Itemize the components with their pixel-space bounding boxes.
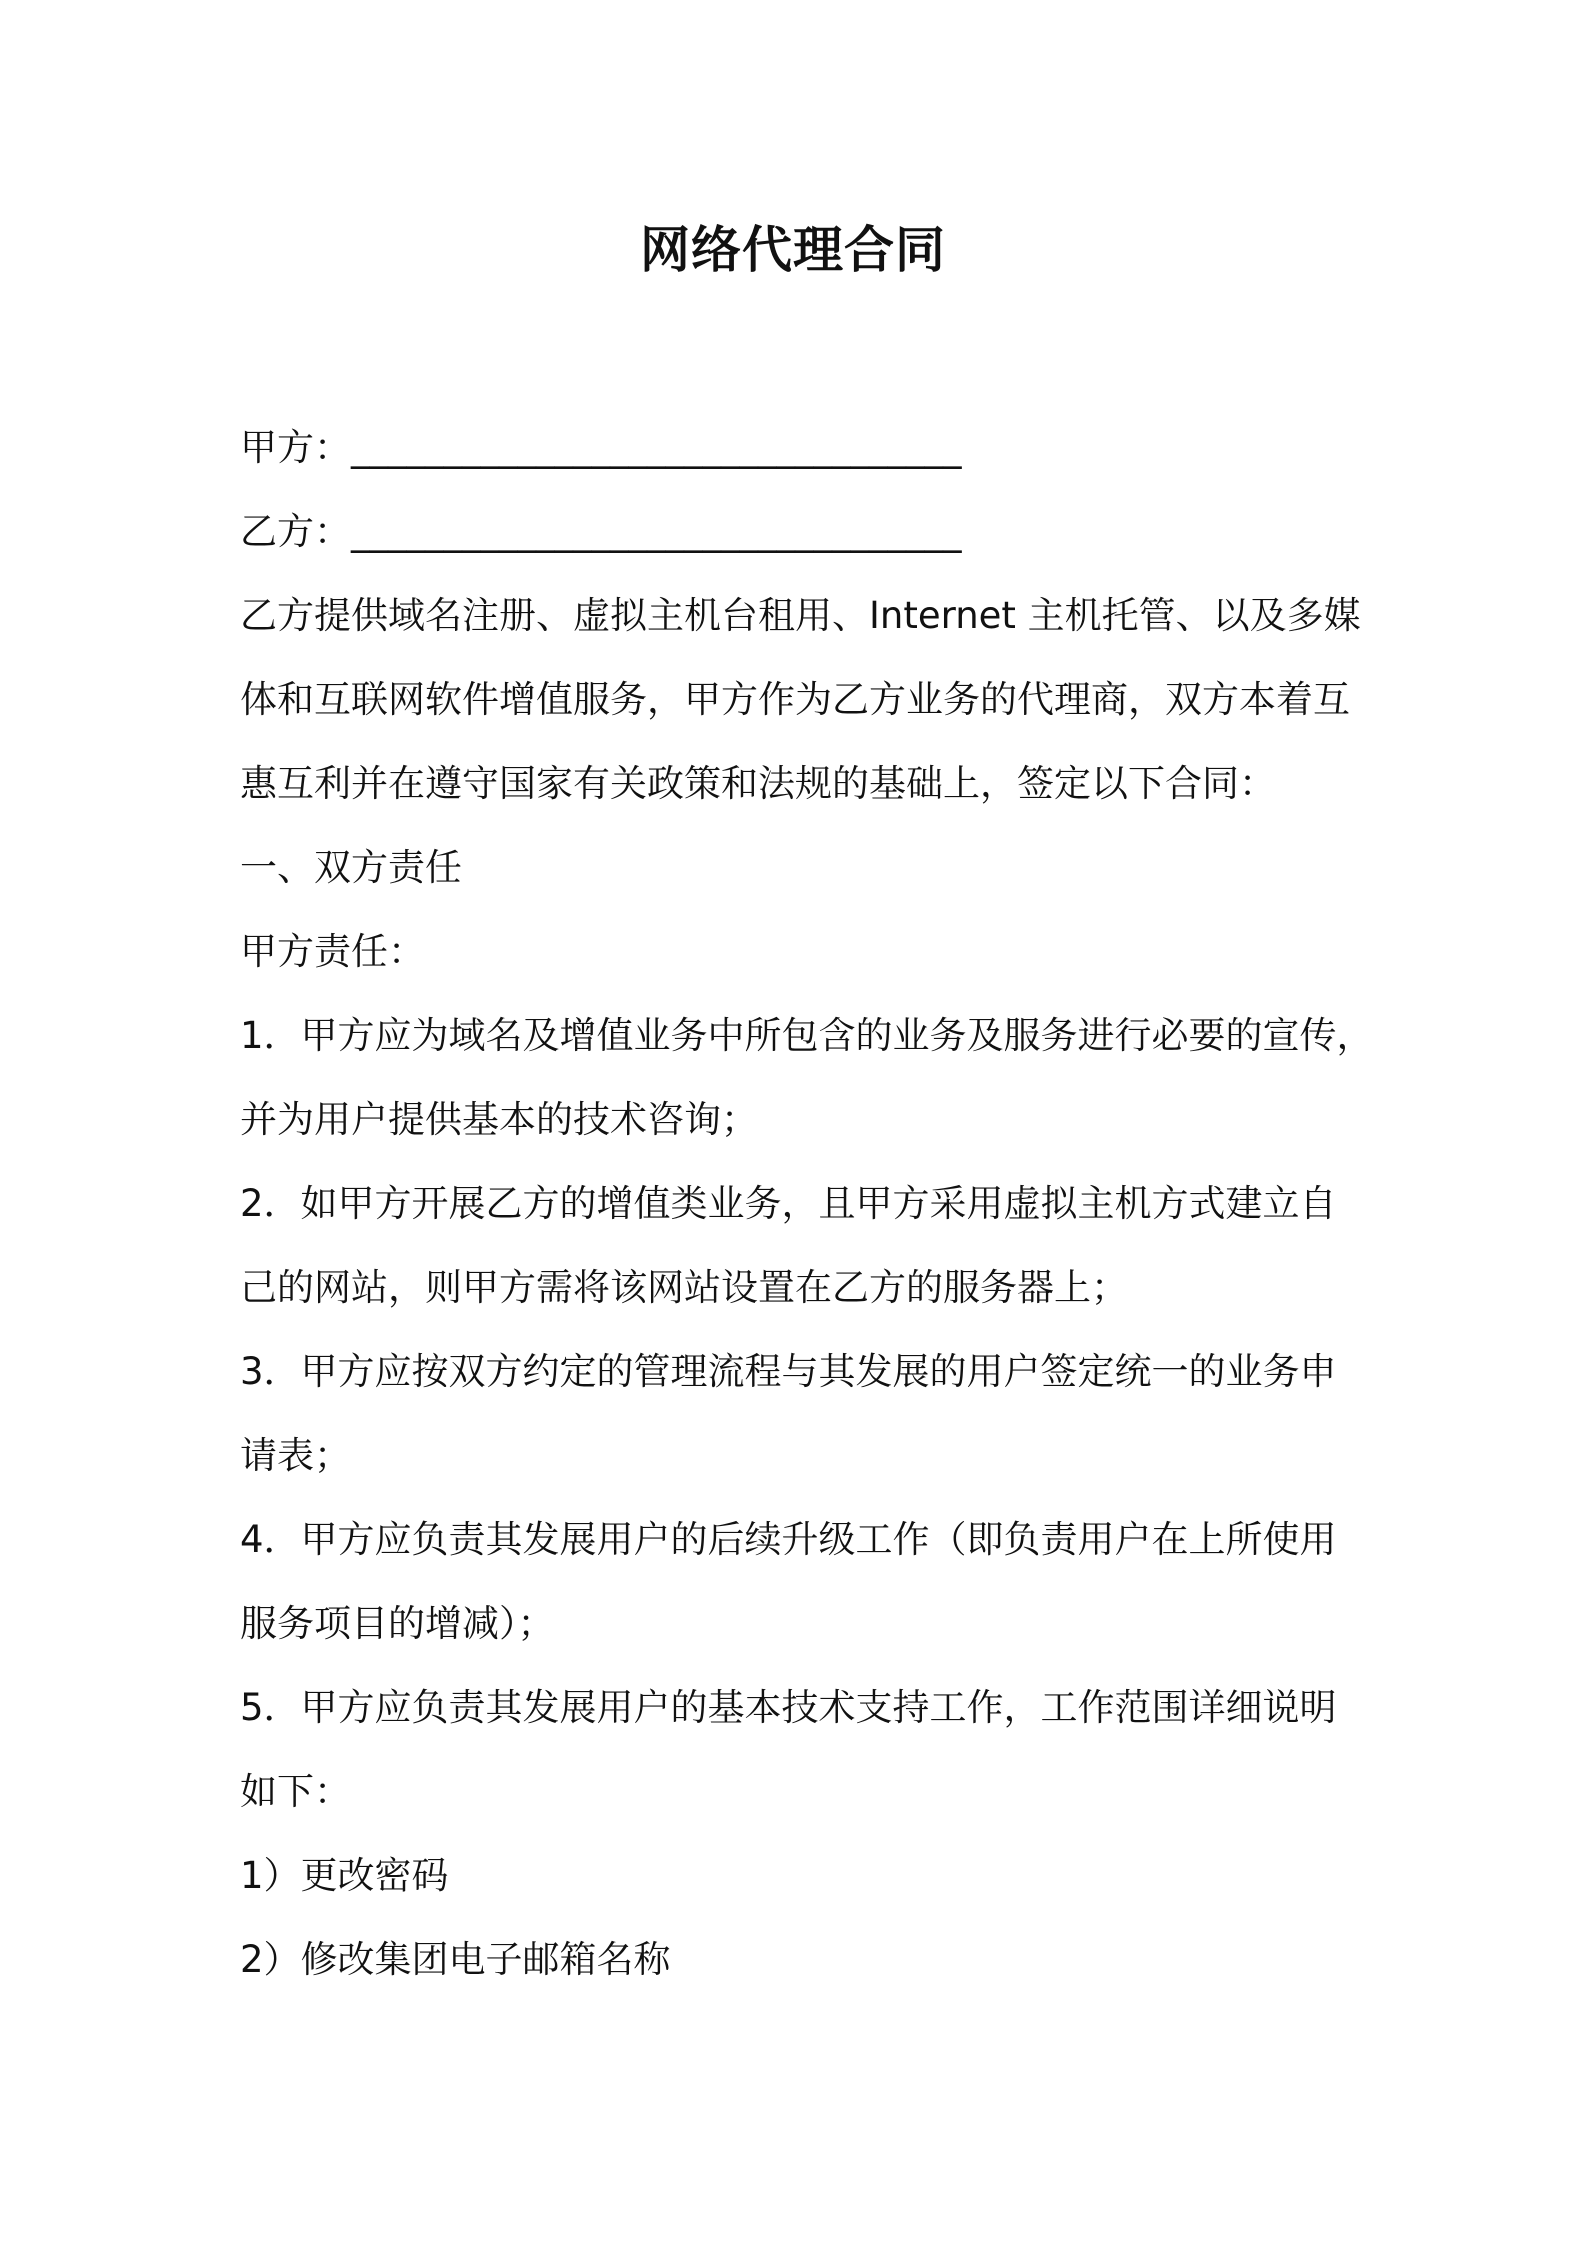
clause-2-line-1: 2．如甲方开展乙方的增值类业务，且甲方采用虚拟主机方式建立自 [240,1182,1337,1225]
party-a-responsibilities-heading: 甲方责任： [240,930,425,973]
clause-5-line-2: 如下： [240,1770,351,1813]
party-b-line: 乙方：_________________________________ [240,510,962,553]
sub-item-1: 1）更改密码 [240,1854,449,1897]
sub-item-2: 2）修改集团电子邮箱名称 [240,1938,671,1981]
clause-4-line-1: 4．甲方应负责其发展用户的后续升级工作（即负责用户在上所使用 [240,1518,1337,1561]
clause-3-line-1: 3．甲方应按双方约定的管理流程与其发展的用户签定统一的业务申 [240,1350,1337,1393]
intro-line-2: 体和互联网软件增值服务，甲方作为乙方业务的代理商，双方本着互 [240,678,1350,721]
clause-1-line-2: 并为用户提供基本的技术咨询； [240,1098,758,1141]
document-title: 网络代理合同 [640,221,946,279]
intro-line-1: 乙方提供域名注册、虚拟主机台租用、Internet 主机托管、以及多媒 [240,594,1361,637]
clause-1-line-1: 1．甲方应为域名及增值业务中所包含的业务及服务进行必要的宣传， [240,1014,1374,1057]
intro-line-3: 惠互利并在遵守国家有关政策和法规的基础上，签定以下合同： [240,762,1276,805]
clause-4-line-2: 服务项目的增减）； [240,1602,555,1645]
clause-5-line-1: 5．甲方应负责其发展用户的基本技术支持工作，工作范围详细说明 [240,1686,1337,1729]
clause-2-line-2: 己的网站，则甲方需将该网站设置在乙方的服务器上； [240,1266,1128,1309]
document-body [240,406,1374,2002]
party-a-line: 甲方：_________________________________ [240,426,962,469]
section-heading-responsibilities: 一、双方责任 [240,846,462,889]
clause-3-line-2: 请表； [240,1434,351,1477]
